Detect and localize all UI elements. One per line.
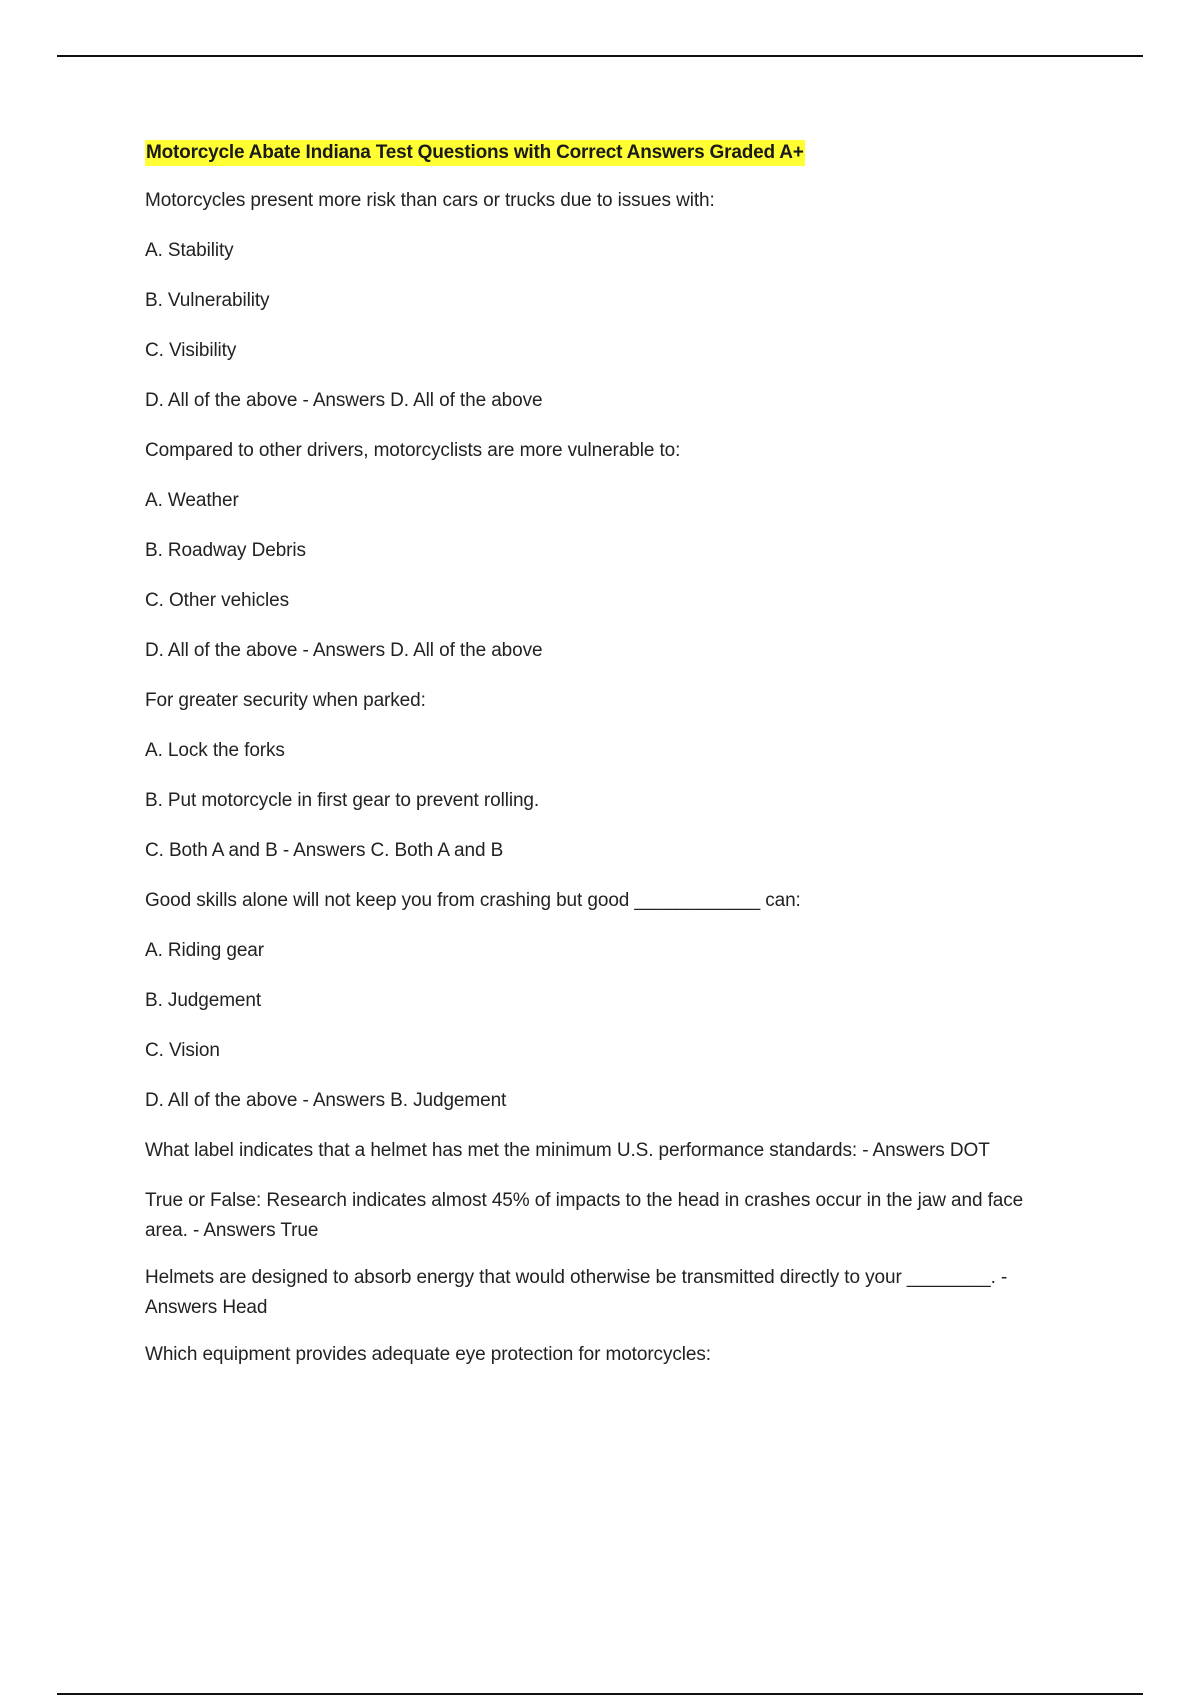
option-line: C. Vision: [145, 1040, 220, 1061]
question-line: Compared to other drivers, motorcyclists are more vulnerable to:: [145, 440, 681, 461]
question-answer-line: Helmets are designed to absorb energy that would otherwise be transmitted directly to your ________. -: [145, 1267, 1008, 1288]
option-line: C. Other vehicles: [145, 590, 290, 611]
option-line: B. Roadway Debris: [145, 540, 306, 561]
option-line: A. Lock the forks: [145, 740, 285, 761]
answer-line: C. Both A and B - Answers C. Both A and B: [145, 840, 504, 861]
option-line: A. Riding gear: [145, 940, 265, 961]
document-body: [145, 140, 1085, 1370]
question-answer-line: True or False: Research indicates almost 45% of impacts to the head in crashes occur in the jaw and face: [145, 1190, 1024, 1211]
question-answer-line-continued: area. - Answers True: [145, 1220, 319, 1241]
option-line: A. Stability: [145, 240, 234, 261]
question-line: Good skills alone will not keep you from crashing but good ____________ can:: [145, 890, 801, 911]
answer-line: D. All of the above - Answers D. All of the above: [145, 390, 543, 411]
option-line: C. Visibility: [145, 340, 237, 361]
option-line: B. Put motorcycle in first gear to prevent rolling.: [145, 790, 540, 811]
page-bottom-rule: [57, 1693, 1143, 1695]
option-line: B. Judgement: [145, 990, 262, 1011]
question-line: For greater security when parked:: [145, 690, 426, 711]
answer-line: D. All of the above - Answers B. Judgement: [145, 1090, 507, 1111]
question-answer-line-continued: Answers Head: [145, 1297, 268, 1318]
question-line: Motorcycles present more risk than cars or trucks due to issues with:: [145, 190, 715, 211]
option-line: B. Vulnerability: [145, 290, 270, 311]
question-answer-line: What label indicates that a helmet has met the minimum U.S. performance standards: - Answers DOT: [145, 1140, 990, 1161]
answer-line: D. All of the above - Answers D. All of the above: [145, 640, 543, 661]
title-wrap: [145, 140, 1085, 166]
question-line: Which equipment provides adequate eye protection for motorcycles:: [145, 1344, 711, 1365]
option-line: A. Weather: [145, 490, 239, 511]
page-top-rule: [57, 55, 1143, 57]
document-title: Motorcycle Abate Indiana Test Questions with Correct Answers Graded A+: [145, 140, 805, 166]
